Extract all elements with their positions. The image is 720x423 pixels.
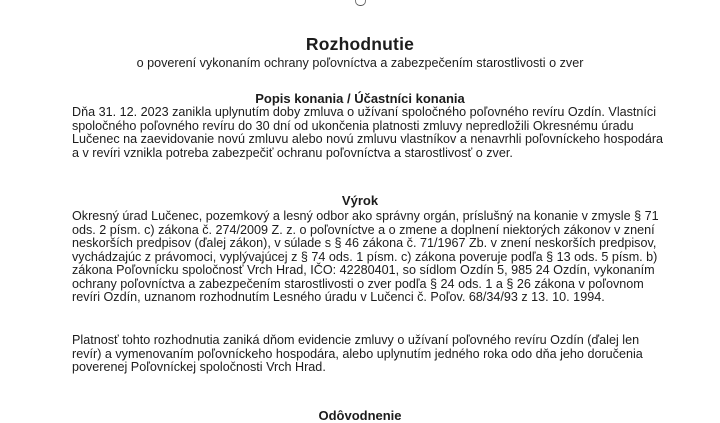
text-line: Lučenec na zaevidovanie novú zmluvu alebo novú zmluvu vlastníkov a nenavrhli poľovníckeho hospodára (72, 132, 664, 146)
text-line: neskorších predpisov (ďalej zákon), v súlade s § 46 zákona č. 71/1967 Zb. v znení neskorších predpisov, (72, 236, 657, 250)
text-line: revír) a vymenovaním poľovníckeho hospodára, alebo uplynutím jedného roka odo dňa jeho doručenia (72, 346, 643, 361)
section-heading-verdict: Výrok (341, 193, 379, 208)
text-line: poverenej Poľovníckej spoločnosti Vrch Hrad. (72, 360, 326, 374)
text-line: revíri Ozdín, uznanom rozhodnutím Lesného úradu v Lučenci č. Poľov. 68/34/93 z 13. 10. 1994. (72, 290, 605, 304)
text-line: ods. 2 písm. c) zákona č. 274/2009 Z. z. o poľovníctve a o zmene a doplnení niektorých zákonov v znení (72, 222, 655, 237)
text-line: ochrany poľovníctva a zabezpečením starostlivosti o zver podľa § 24 ods. 1 a § 26 zákona v poľovnom (72, 276, 644, 291)
text-line: Platnosť tohto rozhodnutia zaniká dňom evidencie zmluvy o užívaní poľovného revíru Ozdín (ďalej len (72, 333, 640, 347)
text-line: spoločného poľovného revíru do 30 dní od ukončenia platnosti zmluvy nepredložili Okresnému úradu (72, 118, 634, 133)
document-title: Rozhodnutie (305, 34, 415, 54)
section-heading-proceeding: Popis konania / Účastníci konania (255, 91, 465, 106)
paragraph-verdict (72, 210, 702, 305)
paragraph-proceeding-description (72, 106, 702, 160)
emblem-mark (355, 0, 366, 6)
paragraph-validity (72, 334, 702, 375)
text-line: zákona Poľovnícku spoločnosť Vrch Hrad, IČO: 42280401, so sídlom Ozdín 5, 985 24 Ozdín, vykonaním (72, 263, 655, 277)
section-heading-justification: Odôvodnenie (318, 408, 402, 423)
text-line: Dňa 31. 12. 2023 zanikla uplynutím doby zmluva o užívaní spoločného poľovného revíru Ozdín. Vlastníci (72, 105, 657, 119)
text-line: vychádzajúc z právomoci, vyplývajúcej z § 74 ods. 1 písm. c) zákona poveruje podľa § 13 ods. 5 písm. b) (72, 249, 658, 264)
text-line: Okresný úrad Lučenec, pozemkový a lesný odbor ako správny orgán, príslušný na konanie v zmysle § 71 (72, 209, 659, 223)
text-line: a v revíri vznikla potreba zabezpečiť ochranu poľovníctva a starostlivosť o zver. (72, 145, 513, 160)
document-subtitle: o poverení vykonaním ochrany poľovníctva a zabezpečením starostlivosti o zver (136, 56, 584, 70)
